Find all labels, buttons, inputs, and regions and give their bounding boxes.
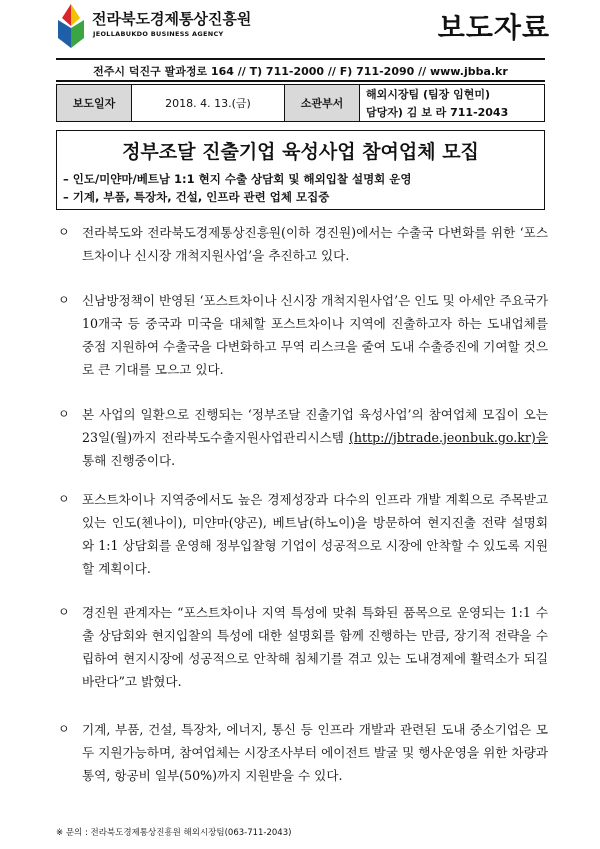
paragraph-text: 경진원 관계자는 “포스트차이나 지역 특성에 맞춰 특화된 품목으로 운영되는 1:1 수출 상담회와 현지입찰의 특성에 대한 설명회를 함께 진행하는 만큼, 장기적 전략을 수립하여 현지시장에 성공적으로 안착해 침체기를 겪고 있는 도내경제에 활력소가 되길 바란다”고 밝혔다.	[82, 605, 548, 689]
headline-subtitle-2: – 기계, 부품, 특장차, 건설, 인프라 관련 업체 모집중	[63, 190, 330, 204]
bullet-marker: ㅇ	[58, 492, 70, 506]
bullet-marker: ㅇ	[58, 293, 70, 307]
org-name-korean: 전라북도경제통상진흥원	[92, 10, 252, 28]
paragraph-text: 포스트차이나 지역중에서도 높은 경제성장과 다수의 인프라 개발 계획으로 주목받고 있는 인도(첸나이), 미얀마(양곤), 베트남(하노이)을 방문하여 현지진출 전략 설명회와 1:1 상담회를 운영해 정부입찰형 기업이 성공적으로 시장에 안착할 수 있도록 지원할 계획이다.	[82, 492, 548, 576]
paragraph-4	[58, 488, 548, 580]
header-divider-bottom	[56, 80, 545, 82]
inquiry-footnote: ※ 문의 : 전라북도경제통상진흥원 해외시장팀(063-711-2043)	[56, 828, 292, 838]
bullet-marker: ㅇ	[58, 407, 70, 421]
paragraph-text: 기계, 부품, 건설, 특장차, 에너지, 통신 등 인프라 개발과 관련된 도내 중소기업은 모두 지원가능하며, 참여업체는 시장조사부터 에이전트 발굴 및 행사운영을 위한 차량과 통역, 항공비 일부(50%)까지 지원받을 수 있다.	[82, 722, 548, 783]
paragraph-3	[58, 403, 548, 472]
page-header	[56, 0, 552, 60]
contact-line: 전주시 덕진구 팔과정로 164 // T) 711-2000 // F) 711-2090 // www.jbba.kr	[93, 65, 508, 78]
paragraph-text	[82, 403, 548, 472]
headline-title: 정부조달 진출기업 육성사업 참여업체 모집	[122, 141, 479, 163]
paragraph-text-part: 본 사업의 일환으로 진행되는 ‘정부조달 진출기업 육성사업’의 참여업체 모집이 오는 23일(월)까지 전라북도수출지원사업관리시스템	[82, 407, 548, 445]
bullet-marker: ㅇ	[58, 605, 70, 619]
paragraph-2	[58, 289, 548, 381]
header-divider-top	[56, 58, 545, 60]
department-team: 해외시장팀 (팀장 임현미)	[360, 85, 545, 104]
department-contact: 담당자) 김 보 라 711-2043	[360, 103, 545, 122]
headline-box	[56, 130, 545, 210]
paragraph-text: 신남방정책이 반영된 ‘포스트차이나 신시장 개척지원사업’은 인도 및 아세안 주요국가 10개국 등 중국과 미국을 대체할 포스트차이나 지역에 진출하고자 하는 도내업체를 중점 지원하여 수출국을 다변화하고 무역 리스크을 줄여 도내 수출증진에 기여할 것으로 큰 기대를 모으고 있다.	[82, 293, 548, 377]
bullet-marker: ㅇ	[58, 722, 70, 736]
department-label: 소관부서	[285, 85, 360, 122]
paragraph-text-part: 통해 진행중이다.	[82, 453, 176, 468]
document-type-title: 보도자료	[437, 11, 550, 44]
agency-logo-icon	[56, 4, 86, 50]
bullet-marker: ㅇ	[58, 225, 70, 239]
paragraph-text: 전라북도와 전라북도경제통상진흥원(이하 경진원)에서는 수출국 다변화를 위한 ‘포스트차이나 신시장 개척지원사업’을 추진하고 있다.	[82, 225, 548, 263]
paragraph-6	[58, 718, 548, 787]
date-value: 2018. 4. 13.(금)	[132, 85, 285, 122]
date-label: 보도일자	[57, 85, 132, 122]
release-info-table	[56, 84, 545, 122]
org-name-english: JEOLLABUKDO BUSINESS AGENCY	[93, 30, 224, 38]
paragraph-1	[58, 221, 548, 267]
headline-subtitle-1: – 인도/미얀마/베트남 1:1 현지 수출 상담회 및 해외입찰 설명회 운영	[63, 172, 412, 186]
paragraph-5	[58, 601, 548, 693]
system-link[interactable]: (http://jbtrade.jeonbuk.go.kr)을	[348, 430, 548, 445]
